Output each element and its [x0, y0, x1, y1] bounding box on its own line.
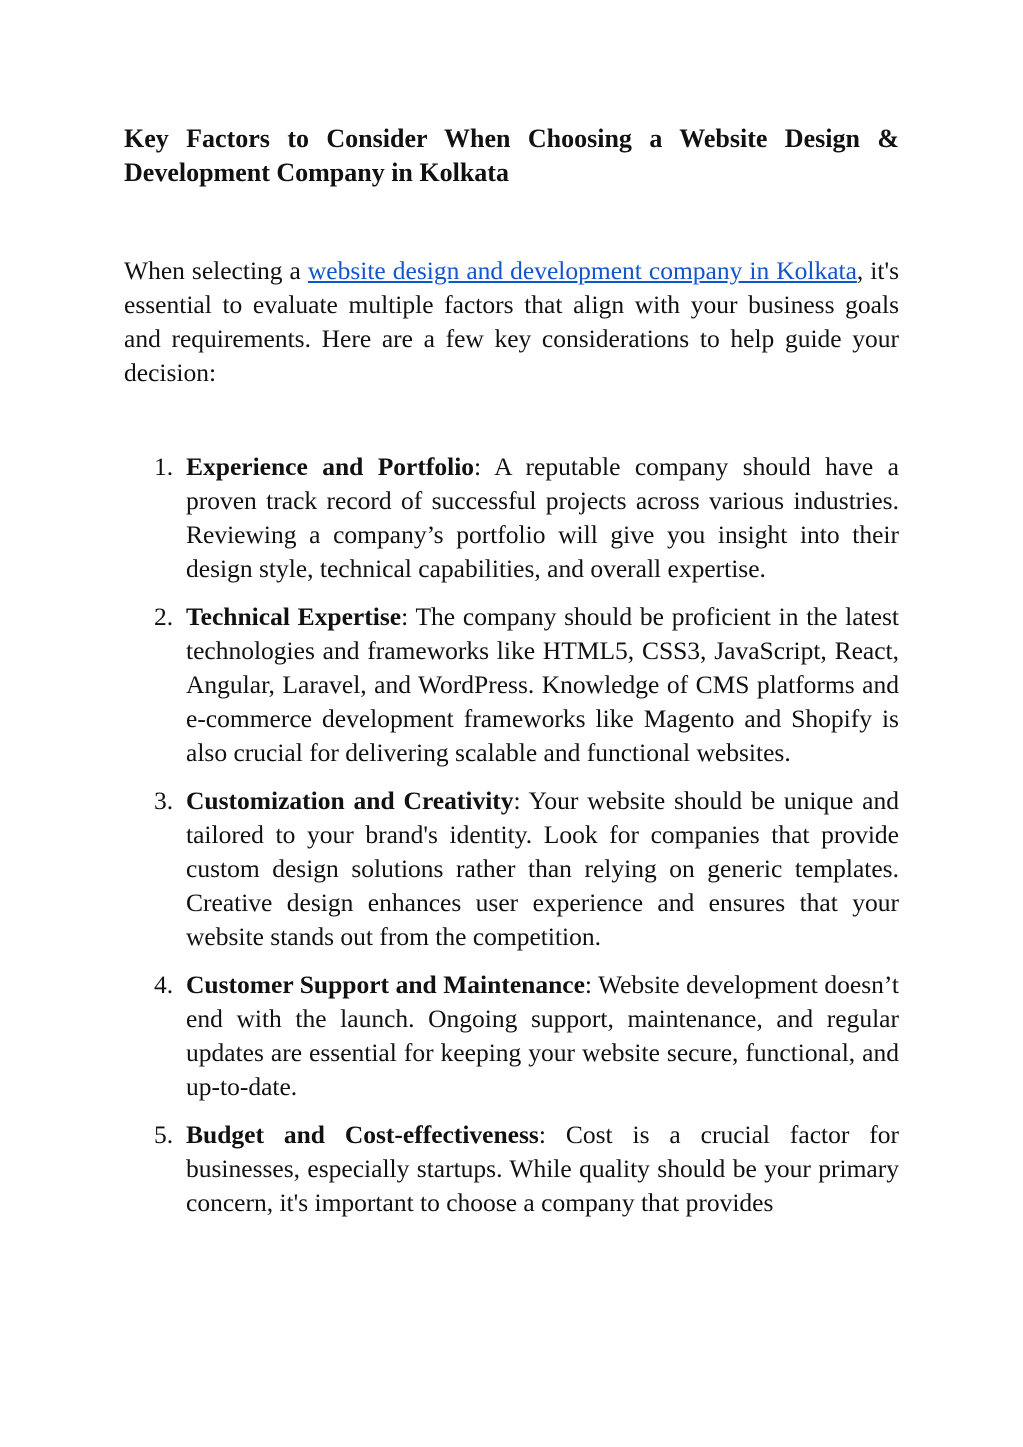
list-item: [124, 784, 899, 954]
list-item-body: : A reputable company should have a proven track record of successful projects across various industries. Reviewing a company’s portfolio will give you insight into their design style, technical capabilities, and overall expertise.: [186, 452, 899, 583]
list-item-body: : Your website should be unique and tailored to your brand's identity. Look for companies that provide custom design solutions rather than relying on generic templates. Creative design enhances user experience and ensures that your website stands out from the competition.: [186, 786, 899, 951]
document-page: [124, 122, 899, 1234]
intro-text-before-link: When selecting a: [124, 256, 308, 285]
list-item: [124, 968, 899, 1104]
list-item-number: 5.: [154, 1120, 174, 1149]
intro-paragraph: [124, 254, 899, 390]
list-item-body: : Cost is a crucial factor for businesses, especially startups. While quality should be your primary concern, it's important to choose a company that provides: [186, 1120, 899, 1217]
list-item-heading: Experience and Portfolio: [186, 452, 475, 481]
list-item: [124, 600, 899, 770]
list-item-number: 1.: [154, 452, 174, 481]
list-item-heading: Technical Expertise: [186, 602, 402, 631]
company-link[interactable]: website design and development company in Kolkata: [307, 256, 857, 285]
factors-list: [124, 450, 899, 1220]
list-item-body: : Website development doesn’t end with the launch. Ongoing support, maintenance, and regular updates are essential for keeping your website secure, functional, and up-to-date.: [186, 970, 899, 1101]
list-item-heading: Customer Support and Maintenance: [186, 970, 585, 999]
document-title: Key Factors to Consider When Choosing a Website Design & Development Company in Kolkata: [124, 124, 899, 187]
list-item: [124, 1118, 899, 1220]
list-item: [124, 450, 899, 586]
list-item-heading: Customization and Creativity: [186, 786, 514, 815]
list-item-number: 2.: [154, 602, 174, 631]
list-item-heading: Budget and Cost-effectiveness: [186, 1120, 539, 1149]
list-item-number: 4.: [154, 970, 174, 999]
list-item-number: 3.: [154, 786, 174, 815]
list-item-body: : The company should be proficient in the latest technologies and frameworks like HTML5, CSS3, JavaScript, React, Angular, Laravel, and WordPress. Knowledge of CMS platforms and e-commerce development frameworks like Magento and Shopify is also crucial for delivering scalable and functional websites.: [186, 602, 899, 767]
intro-text-after-link: , it's essential to evaluate multiple factors that align with your business goals and requirements. Here are a few key considerations to help guide your decision:: [124, 256, 899, 387]
